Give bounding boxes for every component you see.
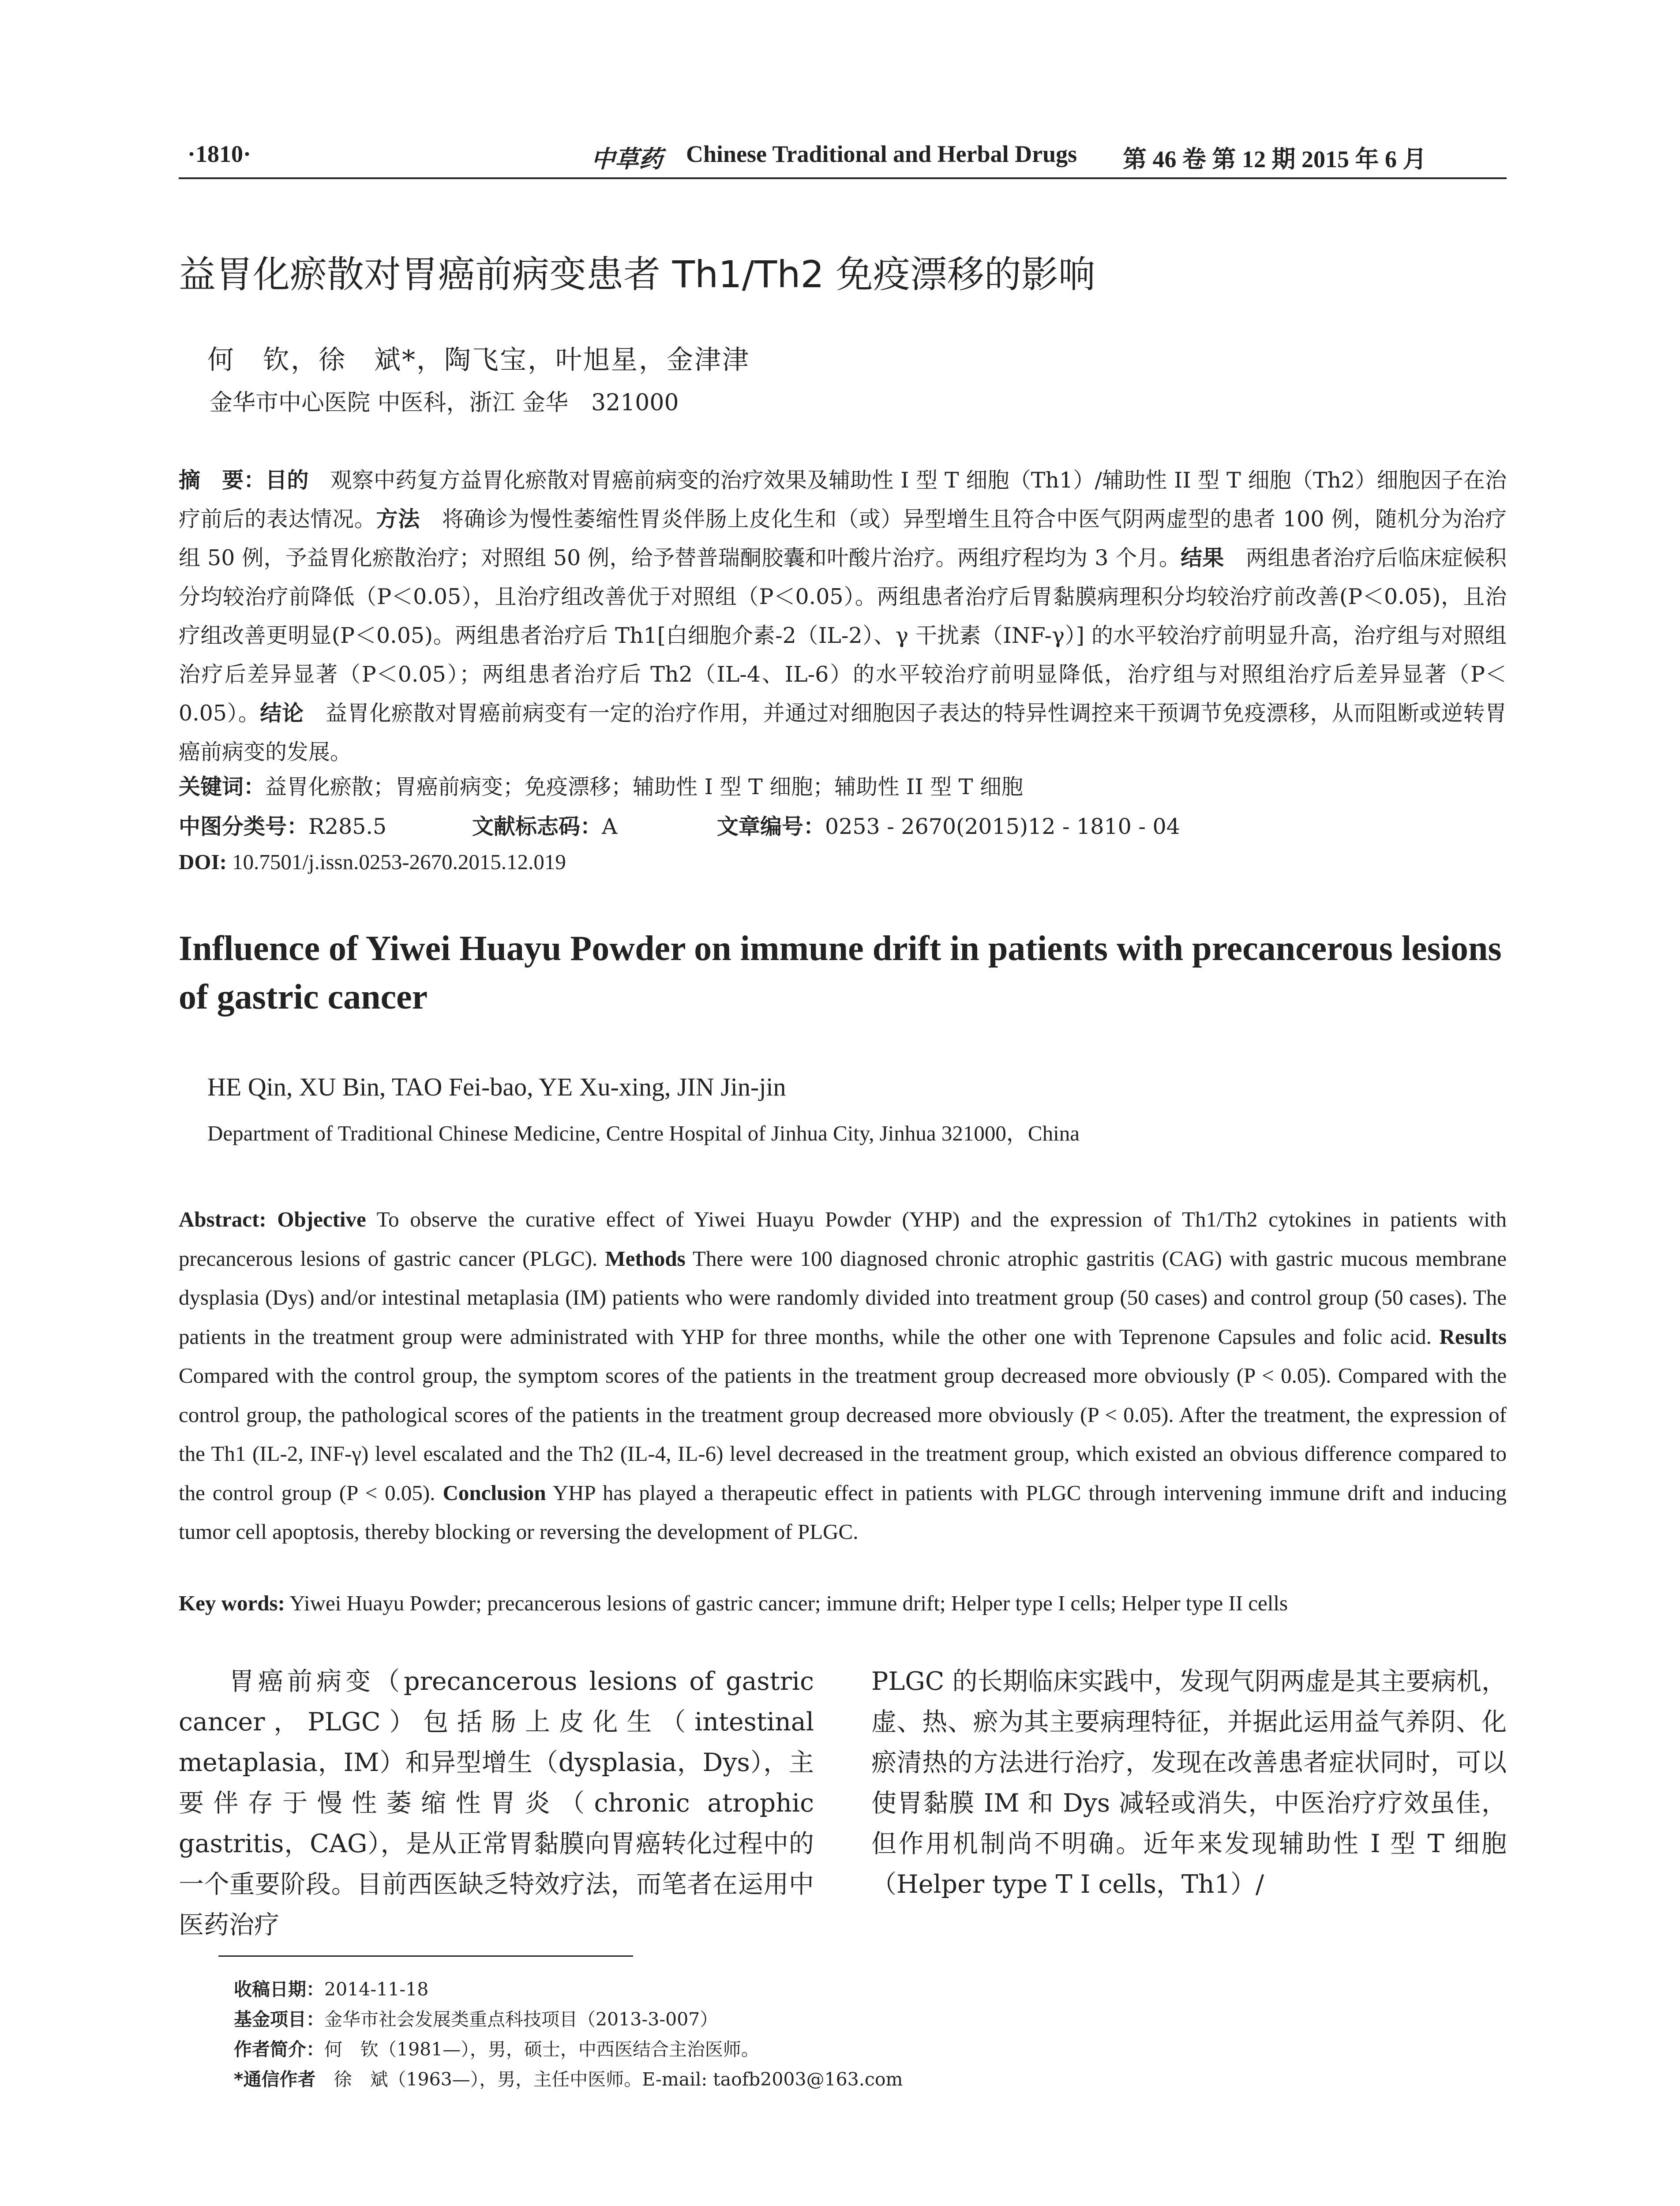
author-label: 作者简介： [234, 2039, 324, 2060]
zh-methods-text: 将确诊为慢性萎缩性胃炎伴肠上皮化生和（或）异型增生且符合中医气阴两虚型的患者 100 例，随机分为治疗组 50 例，予益胃化瘀散治疗；对照组 50 例，给予替普瑞酮胶囊和叶酸片治疗。两组疗程均为 3 个月。 [179, 506, 1507, 570]
zh-abstract [179, 461, 1507, 772]
zh-affiliation: 金华市中心医院 中医科，浙江 金华 321000 [210, 390, 679, 416]
zh-title: 益胃化瘀散对胃癌前病变患者 Th1/Th2 免疫漂移的影响 [179, 253, 1095, 296]
received-label: 收稿日期： [234, 1979, 324, 2000]
corresponding-value: 徐 斌（1963—），男，主任中医师。E-mail: taofb2003@163.com [315, 2069, 903, 2090]
en-keywords-label: Key words: [179, 1591, 285, 1615]
zh-results-label: 结果 [1181, 545, 1224, 570]
footnote-author [234, 2034, 1249, 2064]
zh-conclusion-label: 结论 [260, 701, 304, 726]
clc-value: R285.5 [308, 814, 387, 839]
author-value: 何 钦（1981—），男，硕士，中西医结合主治医师。 [324, 2039, 759, 2060]
en-conclusion-text: YHP has played a therapeutic effect in patients with PLGC through intervening immune drift and inducing tumor cell apoptosis, thereby blocking or reversing the development of PLGC. [179, 1480, 1507, 1544]
footnote-corresponding [234, 2064, 1249, 2094]
clc-label: 中图分类号： [179, 814, 309, 839]
en-results-text: Compared with the control group, the symptom scores of the patients in the treatment group decreased more obviously (P < 0.05). Compared with the control group, the pathological scores of the patients in the treatment group decreased more obviously (P < 0.05). After the treatment, the expression of the Th1 (IL-2, INF-γ) level escalated and the Th2 (IL-4, IL-6) level decreased in the treatment group, which existed an obvious difference compared to the control group (P < 0.05). [179, 1363, 1507, 1505]
doccode-value: A [602, 814, 618, 839]
body-left-column: 胃癌前病变（precancerous lesions of gastric cancer，PLGC）包括肠上皮化生（intestinal metaplasia，IM）和异型增生（dysplasia，Dys），主要伴存于慢性萎缩性胃炎（chronic atrophic gastritis，CAG），是从正常胃黏膜向胃癌转化过程中的一个重要阶段。目前西医缺乏特效疗法，而笔者在运用中医药治疗 [179, 1667, 814, 1940]
zh-keywords-label: 关键词： [179, 774, 266, 799]
journal-name-cn: 中草药 [591, 145, 663, 173]
doi-line [179, 849, 566, 874]
clc-field [179, 810, 386, 840]
zh-keywords [179, 770, 1023, 801]
en-keywords [179, 1591, 1288, 1616]
en-methods-text: There were 100 diagnosed chronic atrophic gastritis (CAG) with gastric mucous membrane dysplasia (Dys) and/or intestinal metaplasia (IM) patients who were randomly divided into treatment group (50 cases) and control group (50 cases). The patients in the treatment group were administrated with YHP for three months, while the other one with Teprenone Capsules and folic acid. [179, 1246, 1507, 1349]
fund-value: 金华市社会发展类重点科技项目（2013-3-007） [324, 2009, 718, 2030]
en-affiliation: Department of Traditional Chinese Medicine, Centre Hospital of Jinhua City, Jinhua 321000，China [207, 1121, 1080, 1145]
article-number-value: 0253 - 2670(2015)12 - 1810 - 04 [825, 814, 1180, 839]
en-abstract [179, 1200, 1507, 1552]
header-rule [179, 177, 1507, 179]
en-keywords-text: Yiwei Huayu Powder; precancerous lesions of gastric cancer; immune drift; Helper type I cells; Helper type II cells [285, 1591, 1288, 1615]
en-results-label: Results [1439, 1324, 1507, 1349]
zh-authors: 何 钦，徐 斌*，陶飞宝，叶旭星，金津津 [207, 345, 750, 375]
en-authors: HE Qin, XU Bin, TAO Fei-bao, YE Xu-xing, JIN Jin-jin [207, 1073, 786, 1101]
zh-methods-label: 方法 [376, 506, 420, 532]
page-number: ·1810· [188, 141, 251, 167]
en-abstract-label: Abstract: Objective [179, 1207, 366, 1231]
doccode-field [472, 810, 617, 840]
footnote-rule [218, 1955, 633, 1957]
en-title: Influence of Yiwei Huayu Powder on immune drift in patients with precancerous lesions of gastric cancer [179, 929, 1502, 1017]
article-number-label: 文章编号： [717, 814, 825, 839]
body-right-column: PLGC 的长期临床实践中，发现气阴两虚是其主要病机，虚、热、瘀为其主要病理特征，并据此运用益气养阴、化瘀清热的方法进行治疗，发现在改善患者症状同时，可以使胃黏膜 IM 和 Dys 减轻或消失，中医治疗疗效虽佳，但作用机制尚不明确。近年来发现辅助性 I 型 T 细胞（Helper type T I cells，Th1）/ [871, 1667, 1507, 1899]
en-objective-text: To observe the curative effect of Yiwei Huayu Powder (YHP) and the expression of Th1/Th2 cytokines in patients with precancerous lesions of gastric cancer (PLGC). [179, 1207, 1507, 1271]
zh-conclusion-text: 益胃化瘀散对胃癌前病变有一定的治疗作用，并通过对细胞因子表达的特异性调控来干预调节免疫漂移，从而阻断或逆转胃癌前病变的发展。 [179, 701, 1507, 765]
en-conclusion-label: Conclusion [442, 1480, 546, 1505]
received-value: 2014-11-18 [324, 1979, 429, 2000]
zh-classification-line [179, 810, 1507, 845]
issue-info: 第 46 卷 第 12 期 2015 年 6 月 [1123, 146, 1427, 173]
footnote-fund [234, 2004, 1249, 2034]
zh-results-text: 两组患者治疗后临床症候积分均较治疗前降低（P＜0.05），且治疗组改善优于对照组（P＜0.05）。两组患者治疗后胃黏膜病理积分均较治疗前改善(P＜0.05)，且治疗组改善更明显(P＜0.05)。两组患者治疗后 Th1[白细胞介素-2（IL-2）、γ 干扰素（INF-γ）] 的水平较治疗前明显升高，治疗组与对照组治疗后差异显著（P＜0.05）；两组患者治疗后 Th2（IL-4、IL-6）的水平较治疗前明显降低，治疗组与对照组治疗后差异显著（P＜0.05）。 [179, 545, 1507, 726]
doi-label: DOI: [179, 850, 227, 874]
article-number-field [717, 810, 1180, 840]
fund-label: 基金项目： [234, 2009, 324, 2030]
zh-keywords-text: 益胃化瘀散；胃癌前病变；免疫漂移；辅助性 I 型 T 细胞；辅助性 II 型 T 细胞 [265, 774, 1024, 799]
doccode-label: 文献标志码： [472, 814, 602, 839]
corresponding-label: *通信作者 [234, 2069, 316, 2090]
footnotes [234, 1974, 1249, 2094]
en-methods-label: Methods [605, 1246, 686, 1271]
zh-objective-text: 观察中药复方益胃化瘀散对胃癌前病变的治疗效果及辅助性 I 型 T 细胞（Th1）/辅助性 II 型 T 细胞（Th2）细胞因子在治疗前后的表达情况。 [179, 468, 1507, 532]
zh-objective-label: 目的 [265, 468, 309, 493]
zh-abstract-label: 摘 要： [179, 468, 266, 493]
doi-value[interactable]: 10.7501/j.issn.0253-2670.2015.12.019 [226, 850, 566, 874]
running-header [179, 140, 1507, 180]
journal-name-en: Chinese Traditional and Herbal Drugs [686, 141, 1077, 167]
footnote-received [234, 1974, 1249, 2004]
